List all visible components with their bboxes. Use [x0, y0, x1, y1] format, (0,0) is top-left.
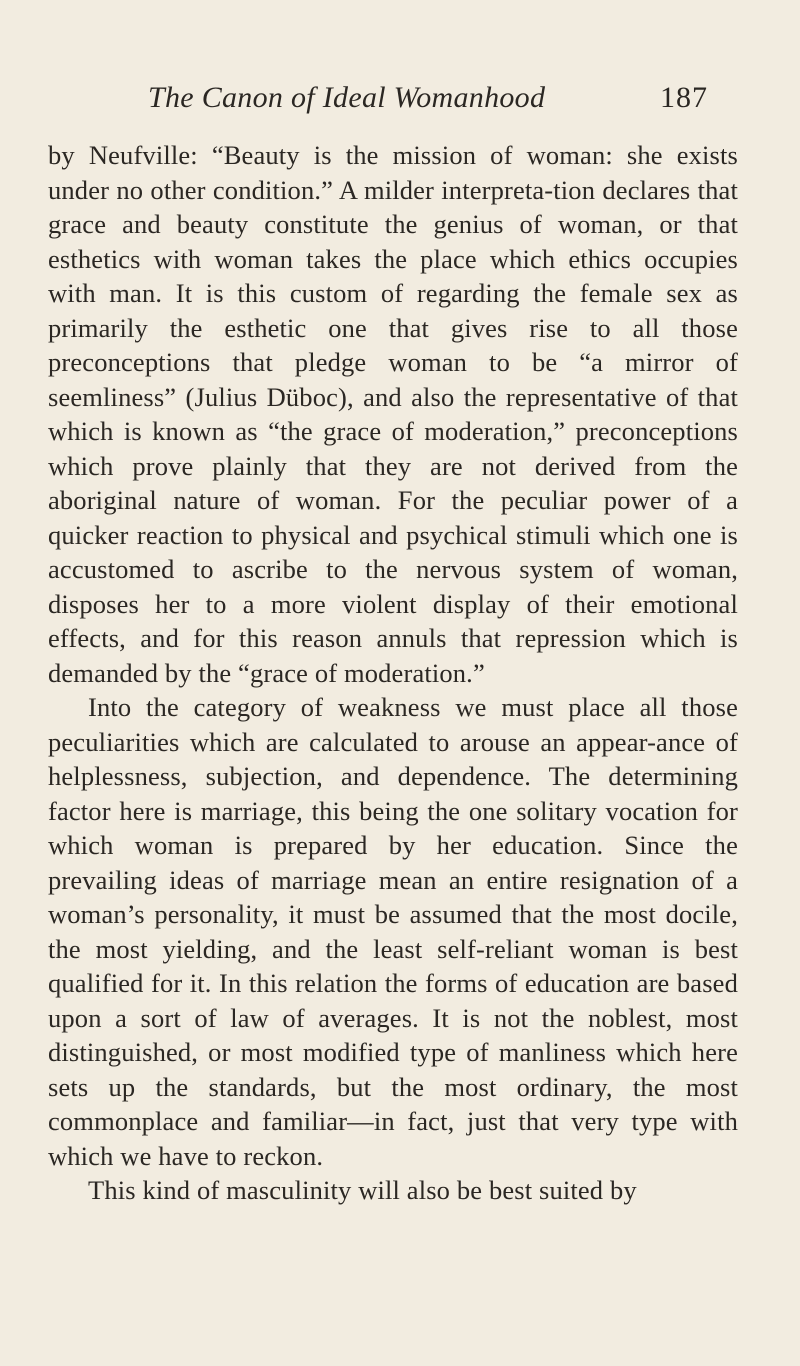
- running-title: The Canon of Ideal Womanhood: [148, 81, 546, 114]
- page-number: 187: [660, 81, 708, 114]
- body-text: [48, 138, 738, 1208]
- paragraph-3: This kind of masculinity will also be best suited by: [88, 1175, 637, 1205]
- paragraph-1: by Neufville: “Beauty is the mission of woman: she exists under no other condition.” A milder interpreta-tion declares that grace and beauty constitute the genius of woman, or that esthetics with woman takes the place which ethics occupies with man. It is this custom of regarding the female sex as primarily the esthetic one that gives rise to all those preconceptions that pledge woman to be “a mirror of seemliness” (Julius Düboc), and also the representative of that which is known as “the grace of moderation,” preconceptions which prove plainly that they are not derived from the aboriginal nature of woman. For the peculiar power of a quicker reaction to physical and psychical stimuli which one is accustomed to ascribe to the nervous system of woman, disposes her to a more violent display of their emotional effects, and for this reason annuls that repression which is demanded by the “grace of moderation.”: [48, 140, 738, 688]
- running-head: [148, 78, 708, 118]
- paragraph-2: Into the category of weakness we must place all those peculiarities which are calculated to arouse an appear-ance of helplessness, subjection, and dependence. The determining factor here is marriage, this being the one solitary vocation for which woman is prepared by her education. Since the prevailing ideas of marriage mean an entire resignation of a woman’s personality, it must be assumed that the most docile, the most yielding, and the least self-reliant woman is best qualified for it. In this relation the forms of education are based upon a sort of law of averages. It is not the noblest, most distinguished, or most modified type of manliness which here sets up the standards, but the most ordinary, the most commonplace and familiar—in fact, just that very type with which we have to reckon.: [48, 692, 738, 1171]
